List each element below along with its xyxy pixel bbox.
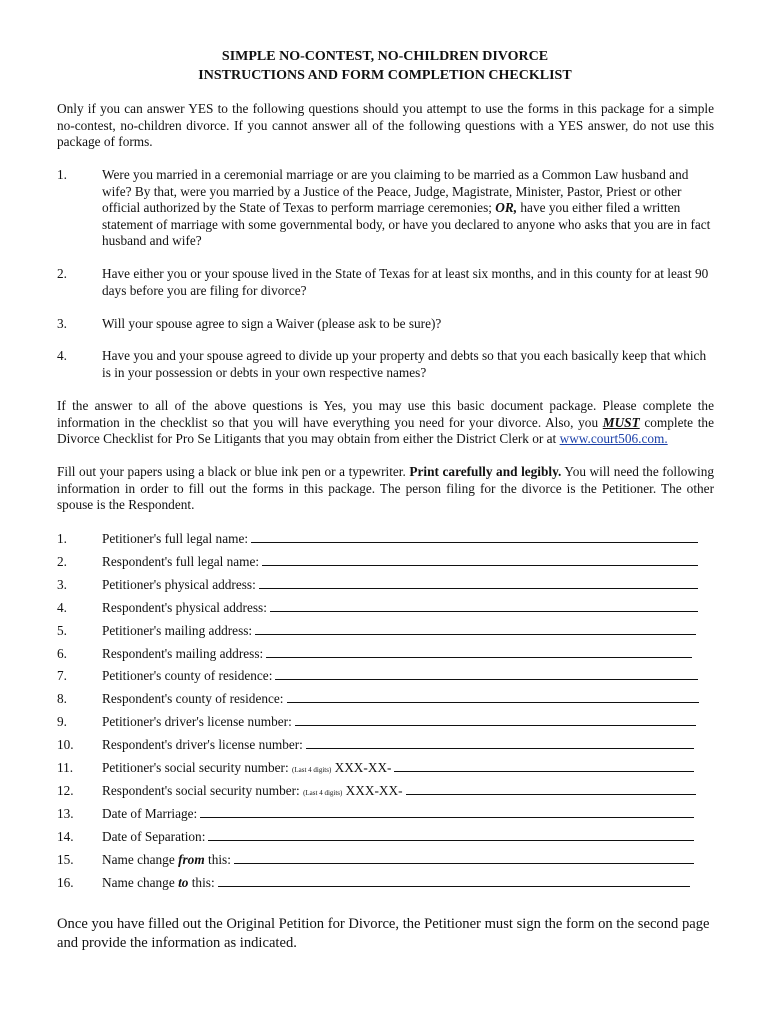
checklist-small-note: (Last 4 digits) <box>292 766 332 774</box>
checklist-item <box>57 667 714 685</box>
checklist-item <box>57 851 714 869</box>
checklist-label: Respondent's social security number: <box>102 782 304 798</box>
checklist-blank-line[interactable] <box>208 828 694 841</box>
checklist-blank-line[interactable] <box>262 553 698 566</box>
checklist-emphasis: to <box>178 874 189 890</box>
checklist-field <box>102 713 696 731</box>
checklist-item <box>57 828 714 846</box>
checklist-blank-line[interactable] <box>406 782 696 795</box>
checklist-field <box>102 530 698 548</box>
checklist-number: 2. <box>57 553 67 569</box>
checklist-label: Date of Marriage: <box>102 805 198 821</box>
checklist-blank-line[interactable] <box>295 713 696 726</box>
question-text: Have you and your spouse agreed to divide up your property and debts so that you each basically keep that which is in your possession or debts in your own respective names? <box>102 348 707 380</box>
checklist-suffix: this: <box>188 874 215 890</box>
checklist-number: 15. <box>57 851 74 867</box>
checklist-label: Respondent's county of residence: <box>102 691 284 707</box>
checklist-field <box>102 599 698 617</box>
checklist-number: 6. <box>57 645 67 661</box>
checklist-label: Petitioner's full legal name: <box>102 531 249 546</box>
checklist-field <box>102 851 694 869</box>
checklist-number: 1. <box>57 531 67 546</box>
checklist-item <box>57 622 714 640</box>
checklist-blank-line[interactable] <box>266 645 692 658</box>
question-number: 3. <box>57 316 67 331</box>
checklist-label: Name change <box>102 851 179 867</box>
fillout-paragraph: Fill out your papers using a black or blue ink pen or a typewriter. Print carefully and legibly. You will need the following information in order to fill out the forms in this package. The person filing for the divorce is the Petitioner. The other spouse is the Respondent. <box>57 464 715 513</box>
checklist-field <box>102 576 698 594</box>
intro-paragraph: Only if you can answer YES to the following questions should you attempt to use the forms in this package for a simple no-contest, no-children divorce. If you cannot answer all of the following questions with a YES answer, do not use this package of forms. <box>57 101 714 150</box>
question-number: 1. <box>57 167 67 182</box>
checklist-label: Respondent's driver's license number: <box>102 737 303 753</box>
checklist-label: Petitioner's physical address: <box>102 576 256 592</box>
checklist-field <box>102 667 698 685</box>
checklist-field <box>102 690 699 708</box>
checklist-blank-line[interactable] <box>218 874 690 887</box>
print-carefully-emphasis: Print carefully and legibly. <box>409 464 562 479</box>
checklist-number: 16. <box>57 874 74 890</box>
checklist-small-note: (Last 4 digits) <box>303 788 343 797</box>
checklist-field <box>102 874 690 892</box>
checklist-suffix: this: <box>204 851 231 867</box>
title-line-1: SIMPLE NO-CONTEST, NO-CHILDREN DIVORCE <box>221 49 549 64</box>
checklist-number: 12. <box>57 782 74 798</box>
checklist-item <box>57 690 714 708</box>
checklist-item <box>57 759 714 777</box>
checklist-field <box>102 553 698 571</box>
checklist-number: 11. <box>57 760 74 775</box>
title-line-2: INSTRUCTIONS AND FORM COMPLETION CHECKLIST <box>198 68 572 83</box>
checklist-label: Petitioner's driver's license number: <box>102 714 292 730</box>
checklist-field <box>102 759 694 779</box>
checklist-item <box>57 576 714 594</box>
checklist-label: Petitioner's mailing address: <box>102 622 253 638</box>
checklist-blank-line[interactable] <box>306 736 694 749</box>
checklist-item <box>57 599 714 617</box>
checklist-label: Date of Separation: <box>102 828 206 844</box>
checklist-emphasis: from <box>178 851 205 867</box>
checklist-blank-line[interactable] <box>251 530 698 543</box>
court-website-link[interactable]: www.court506.com. <box>559 431 668 447</box>
checklist-item <box>57 713 714 731</box>
checklist-item <box>57 805 714 823</box>
checklist-number: 14. <box>57 828 74 844</box>
checklist-blank-line[interactable] <box>394 759 694 772</box>
question-3 <box>57 316 714 333</box>
checklist-suffix: XXX-XX- <box>342 782 403 798</box>
checklist-label: Petitioner's county of residence: <box>102 668 273 684</box>
question-text: Will your spouse agree to sign a Waiver (please ask to be sure)? <box>102 316 442 331</box>
checklist-field <box>102 622 696 640</box>
question-text: Were you married in a ceremonial marriage or are you claiming to be married as a Common Law husband and wife? By that, were you married by a Justice of the Peace, Judge, Magistrate, Minister, Pastor, Priest or other official authorized by the State of Texas to perform marriage ceremonies; OR, have you either filed a written statement of marriage with some governmental body, or have you declared to anyone who asks that you are in fact husband and wife? <box>102 167 711 249</box>
checklist-number: 3. <box>57 576 67 592</box>
checklist-blank-line[interactable] <box>275 667 698 680</box>
checklist-blank-line[interactable] <box>287 690 700 703</box>
answer-paragraph: If the answer to all of the above questions is Yes, you may use this basic document package. Please complete the information in the checklist so that you will have everything you need for your divorce. Also, you MUST complete the Divorce Checklist for Pro Se Litigants that you may obtain from either the District Clerk or at www.court506.com. <box>57 398 714 447</box>
question-1 <box>57 167 714 250</box>
checklist-field <box>102 645 692 663</box>
checklist-label: Name change <box>102 874 179 890</box>
question-number: 4. <box>57 348 67 363</box>
checklist-number: 4. <box>57 599 67 615</box>
checklist-label: Respondent's mailing address: <box>102 645 264 661</box>
checklist-number: 10. <box>57 737 74 753</box>
question-4 <box>57 348 714 381</box>
checklist-item <box>57 645 714 663</box>
checklist-label: Respondent's full legal name: <box>102 553 260 569</box>
checklist-number: 5. <box>57 622 67 638</box>
checklist-suffix: XXX-XX- <box>331 760 392 775</box>
checklist-blank-line[interactable] <box>234 851 694 864</box>
must-emphasis: MUST <box>602 414 640 430</box>
closing-paragraph: Once you have filled out the Original Petition for Divorce, the Petitioner must sign the form on the second page and provide the information as indicated. <box>57 916 710 951</box>
checklist-blank-line[interactable] <box>259 576 698 589</box>
checklist-blank-line[interactable] <box>255 622 696 635</box>
checklist-label: Petitioner's social security number: <box>102 760 292 775</box>
question-text: Have either you or your spouse lived in the State of Texas for at least six months, and in this county for at least 90 days before you are filing for divorce? <box>102 266 709 298</box>
checklist-number: 8. <box>57 691 67 707</box>
checklist-label: Respondent's physical address: <box>102 599 267 615</box>
checklist-blank-line[interactable] <box>270 599 698 612</box>
checklist-field <box>102 782 696 802</box>
question-number: 2. <box>57 266 67 281</box>
checklist-blank-line[interactable] <box>200 805 694 818</box>
checklist-item <box>57 530 714 548</box>
checklist-number: 7. <box>57 668 67 684</box>
checklist-field <box>102 828 694 846</box>
checklist-number: 9. <box>57 714 67 730</box>
checklist-item <box>57 553 714 571</box>
checklist-number: 13. <box>57 805 74 821</box>
checklist-field <box>102 736 694 754</box>
checklist-field <box>102 805 694 823</box>
checklist-item <box>57 736 714 754</box>
question-2 <box>57 266 714 299</box>
checklist-item <box>57 874 714 892</box>
checklist-item <box>57 782 714 800</box>
